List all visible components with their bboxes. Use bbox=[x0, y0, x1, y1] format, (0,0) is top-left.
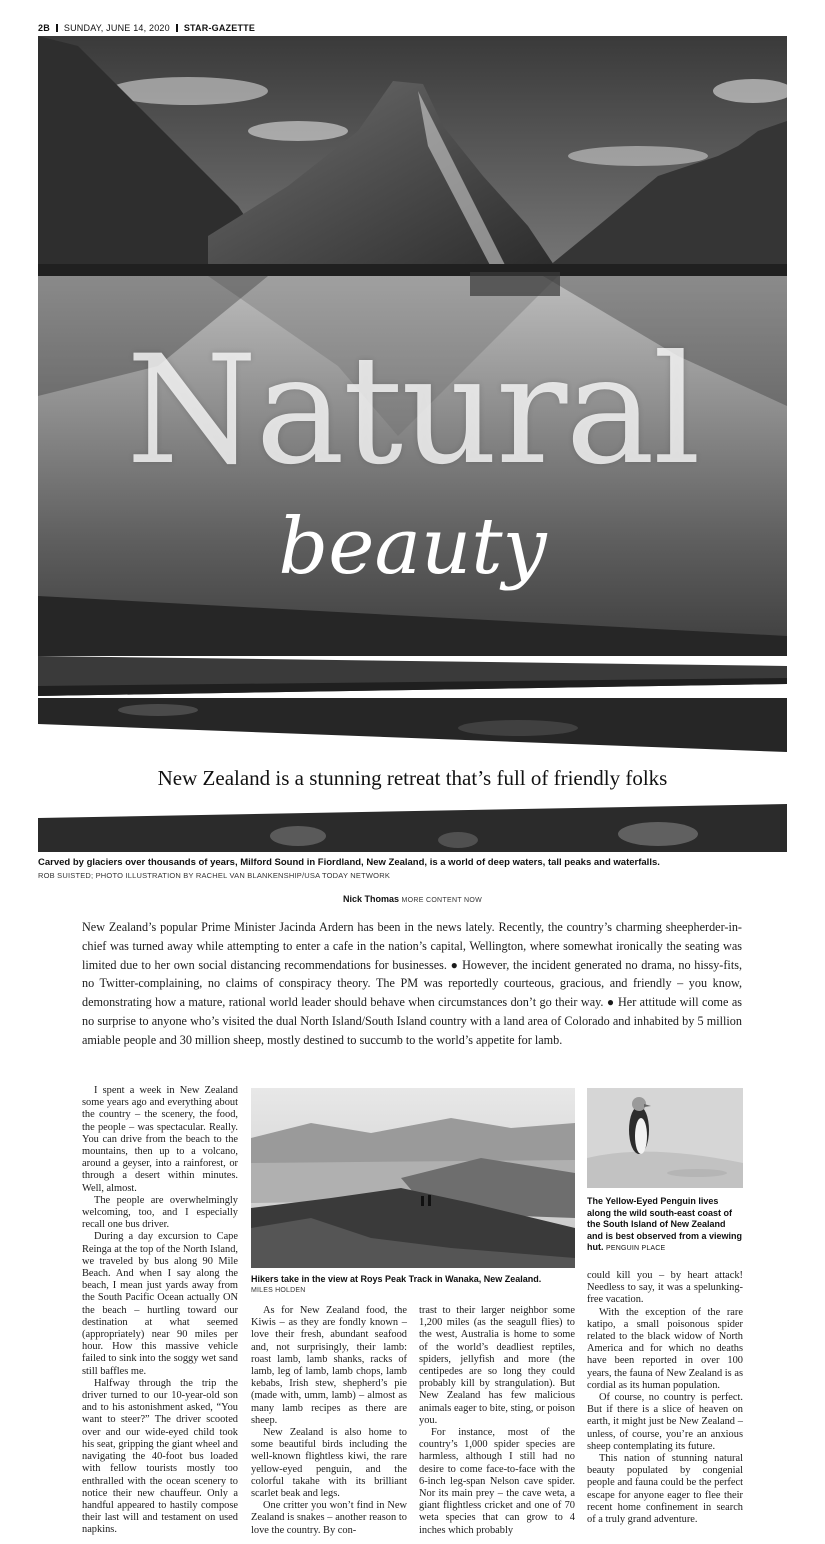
roys-peak-caption: Hikers take in the view at Roys Peak Track in Wanaka, New Zealand. bbox=[251, 1274, 542, 1284]
headline-sub: beauty bbox=[278, 502, 547, 592]
roys-peak-credit: MILES HOLDEN bbox=[251, 1287, 306, 1294]
newspaper-name: STAR-GAZETTE bbox=[183, 23, 256, 33]
article-column-1 bbox=[82, 1085, 238, 1537]
folio-separator bbox=[176, 24, 178, 32]
folio-date: SUNDAY, JUNE 14, 2020 bbox=[63, 23, 170, 33]
bullet-marker: ● bbox=[450, 957, 459, 972]
penguin-caption bbox=[587, 1196, 743, 1255]
bullet-marker: ● bbox=[606, 995, 615, 1010]
body-paragraph: Of course, no country is perfect. But if there is a slice of heaven on earth, it might just be New Zealand – unless, of course, you’re an anxious sheep contemplating its future. bbox=[587, 1392, 743, 1452]
hero-credit: ROB SUISTED; PHOTO ILLUSTRATION BY RACHEL VAN BLANKENSHIP/USA TODAY NETWORK bbox=[38, 871, 391, 880]
article-column-3 bbox=[419, 1305, 575, 1537]
hero-photo bbox=[38, 36, 787, 656]
body-paragraph: With the exception of the rare katipo, a small poisonous spider related to the black widow of North America and for which no deaths have been reported in over 100 years, the fauna of New Zealand is as cordial as its human population. bbox=[587, 1306, 743, 1391]
article-column-4 bbox=[587, 1270, 743, 1526]
photo-strip bbox=[38, 698, 787, 754]
page-number: 2B bbox=[38, 23, 50, 33]
lead-text: However, the incident generated no drama, no hissy-fits, no Twitter-complaining, no claims of conspiracy theory. The PM was reportedly courteous, gracious, and friendly – you know, demonstrating how a mature, rational world leader should behave when circumstances don’t go their way. bbox=[82, 957, 742, 1010]
body-paragraph: I spent a week in New Zealand some years ago and everything about the country – the scenery, the food, the people – was spectacular. Really. You can drive from the beach to the mountains, then up to a volcano, around a geyser, into a rainforest, or through a desert within minutes. Well, almost. bbox=[82, 1085, 238, 1194]
photo-strip bbox=[38, 656, 787, 698]
byline bbox=[0, 894, 825, 904]
headline-main: Natural bbox=[126, 324, 699, 498]
body-paragraph: As for New Zealand food, the Kiwis – as they are fondly known – love their fresh, abundant seafood and, not surprisingly, their lamb: roast lamb, lamb shanks, racks of lamb, leg of lamb, lamb chops, lamb kebabs, Irish stew, shepherd’s pie (made with, umm, lamb) – almost as many lamb recipes as there are sheep. bbox=[251, 1305, 407, 1426]
author-affiliation: MORE CONTENT NOW bbox=[401, 897, 483, 904]
lead-text: Her attitude will come as no surprise to anyone who’s visited the dual North Island/South Island country with a land area of Colorado and inhabited by 5 million amiable people and 30 million sheep, mostly destined to succumb to the world’s appetite for lamb. bbox=[82, 995, 743, 1047]
body-paragraph: For instance, most of the country’s 1,000 spider species are harmless, although I still had no desire to come face-to-face with the 6-inch leg-span Nelson cave spider. Nor its main prey – the cave weta, a giant flightless cricket and one of 70 weta species that can grow to 4 inches which probably bbox=[419, 1427, 575, 1536]
article-column-2 bbox=[251, 1305, 407, 1537]
penguin-credit: PENGUIN PLACE bbox=[606, 1245, 666, 1252]
body-paragraph: During a day excursion to Cape Reinga at the top of the North Island, we traveled by bus along 90 Mile Beach. And when I say along the beach, I mean just yards away from the South Pacific Ocean actually ON the beach – hurtling toward our destination at what seemed (appropriately) near 90 miles per hour. How this massive vehicle failed to sink into the soggy wet sand still baffles me. bbox=[82, 1231, 238, 1377]
photo-strip bbox=[38, 804, 787, 852]
body-paragraph: Halfway through the trip the driver turned to our 10-year-old son and to his astonishment asked, “You want to steer?” The driver scooted over and our wide-eyed child took his seat, gripping the giant wheel and navigating the 40-foot bus loaded with fellow tourists mostly too enthralled with the ocean scenery to notice their new chauffeur. Only a handful appeared to hastily compose their last will and testament on used napkins. bbox=[82, 1377, 238, 1536]
body-paragraph: could kill you – by heart attack! Needless to say, it was a spelunking-free vacation. bbox=[587, 1270, 743, 1306]
body-paragraph: One critter you won’t find in New Zealand is snakes – another reason to love the country. By con- bbox=[251, 1500, 407, 1536]
penguin-caption-text: The Yellow-Eyed Penguin lives along the wild south-east coast of the South Island of New Zealand and is best observed from a viewing hut. bbox=[587, 1196, 743, 1252]
folio-separator bbox=[56, 24, 58, 32]
penguin-photo bbox=[587, 1088, 743, 1188]
author-name: Nick Thomas bbox=[342, 894, 399, 904]
lead-paragraph bbox=[82, 918, 742, 1050]
body-paragraph: New Zealand is also home to some beautiful birds including the well-known flightless kiwi, the rare yellow-eyed penguin, and the colorful takahe with its brilliant scarlet beak and legs. bbox=[251, 1427, 407, 1500]
body-paragraph: This nation of stunning natural beauty populated by congenial people and fauna could be the perfect escape for anyone eager to flee their recent home confinement in search of a truly grand adventure. bbox=[587, 1453, 743, 1526]
lead-text: New Zealand’s popular Prime Minister Jacinda Ardern has been in the news lately. Recently, the country’s charming sheepherder-in-chief was turned away while attempting to enter a cafe in the nation’s capital, Wellington, where somewhat ironically the seating was limited due to her own social distancing recommendations for businesses. bbox=[82, 920, 742, 972]
hero-caption: Carved by glaciers over thousands of years, Milford Sound in Fiordland, New Zealand, is a world of deep waters, tall peaks and waterfalls. bbox=[38, 857, 660, 868]
body-paragraph: trast to their larger neighbor some 1,200 miles (as the seagull flies) to the west, Australia is home to some of the world’s deadliest reptiles, spiders, jellyfish and more (the centipedes are so long they could probably kill by strangulation). But New Zealand has few malicious animals eager to bite, sting, or poison you. bbox=[419, 1305, 575, 1426]
deck-headline: New Zealand is a stunning retreat that’s full of friendly folks bbox=[157, 766, 668, 790]
roys-peak-photo bbox=[251, 1088, 575, 1268]
page-folio bbox=[38, 23, 255, 33]
body-paragraph: The people are overwhelmingly welcoming, too, and I especially recall one bus driver. bbox=[82, 1194, 238, 1231]
